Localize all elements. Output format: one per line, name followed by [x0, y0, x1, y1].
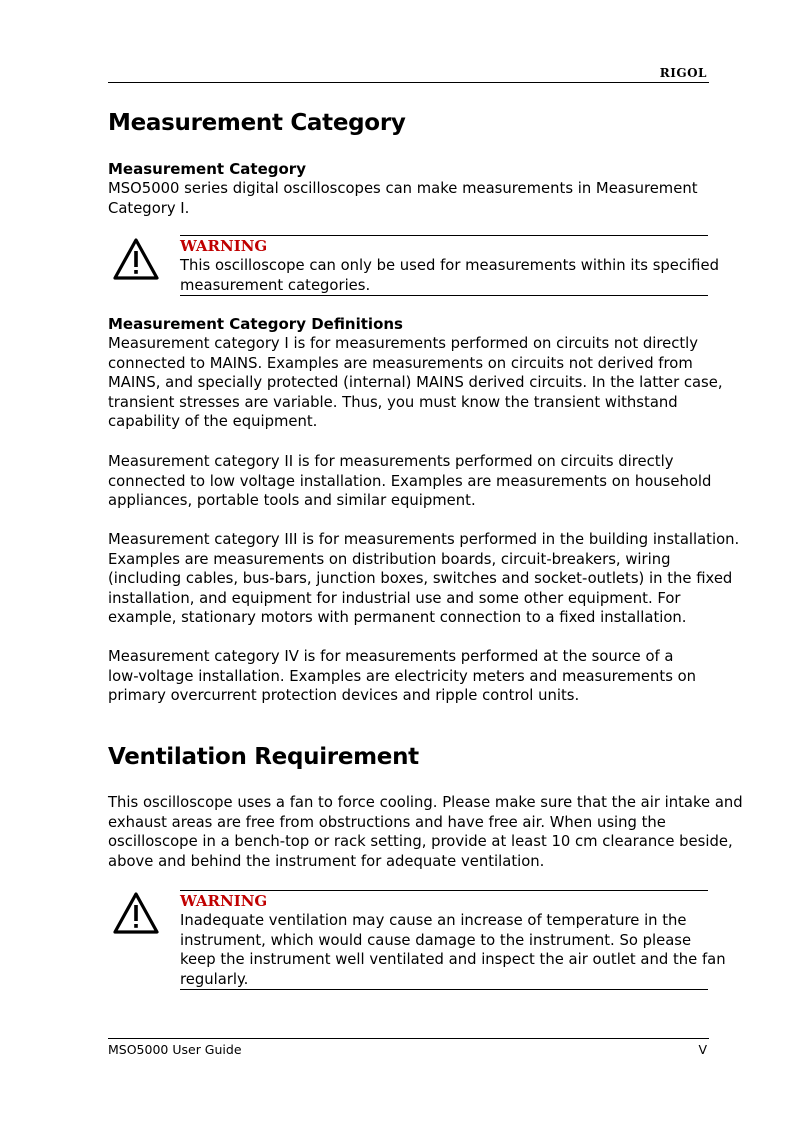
section-title-measurement-category: Measurement Category	[108, 110, 406, 136]
text-line: connected to MAINS. Examples are measurements on circuits not derived from	[108, 354, 693, 372]
text-line: instrument, which would cause damage to the instrument. So please	[180, 931, 692, 949]
text-line: Examples are measurements on distribution boards, circuit-breakers, wiring	[108, 550, 671, 568]
warning-triangle-icon	[112, 237, 160, 281]
subheading-measurement-category: Measurement Category	[108, 160, 306, 178]
warning-text	[180, 256, 719, 295]
text-line: primary overcurrent protection devices and ripple control units.	[108, 687, 580, 705]
paragraph-ventilation	[108, 793, 743, 871]
text-line: appliances, portable tools and similar equipment.	[108, 492, 476, 510]
text-line: keep the instrument well ventilated and inspect the air outlet and the fan	[180, 951, 726, 969]
warning-title: WARNING	[180, 237, 268, 255]
paragraph-category-iii	[108, 530, 740, 628]
footer-rule	[108, 1038, 709, 1039]
text-line: example, stationary motors with permanent connection to a fixed installation.	[108, 609, 687, 627]
text-line: Inadequate ventilation may cause an increase of temperature in the	[180, 912, 687, 929]
warning-box-ventilation	[180, 890, 726, 990]
text-line: low-voltage installation. Examples are electricity meters and measurements on	[108, 667, 697, 685]
subheading-category-definitions: Measurement Category Definitions	[108, 315, 403, 333]
text-line: capability of the equipment.	[108, 413, 318, 431]
paragraph-category-iv	[108, 647, 718, 706]
paragraph-measurement-category	[108, 179, 718, 218]
header-rule	[108, 82, 709, 83]
text-line: Measurement category II is for measurements performed on circuits directly	[108, 453, 674, 470]
text-line: exhaust areas are free from obstructions and have free air. When using the	[108, 813, 666, 831]
text-line: (including cables, bus-bars, junction boxes, switches and socket-outlets) in the fixed	[108, 570, 733, 588]
paragraph-category-ii	[108, 452, 718, 511]
text-line: installation, and equipment for industrial use and some other equipment. For	[108, 589, 681, 607]
text-line: This oscilloscope uses a fan to force cooling. Please make sure that the air intake and	[108, 794, 743, 811]
text-line: Category I.	[108, 199, 190, 217]
warning-box-measurement	[180, 235, 719, 296]
text-line: Measurement category IV is for measurements performed at the source of a	[108, 648, 674, 665]
footer-page-number: V	[698, 1042, 707, 1057]
text-line: Measurement category III is for measurements performed in the building installation.	[108, 531, 740, 548]
text-line: regularly.	[180, 970, 249, 988]
text-line: MAINS, and specially protected (internal) MAINS derived circuits. In the latter case,	[108, 374, 723, 392]
text-line: This oscilloscope can only be used for measurements within its specified	[180, 257, 719, 274]
text-line: connected to low voltage installation. Examples are measurements on household	[108, 472, 712, 490]
text-line: above and behind the instrument for adequate ventilation.	[108, 852, 545, 870]
warning-text	[180, 911, 726, 989]
text-line: transient stresses are variable. Thus, you must know the transient withstand	[108, 393, 678, 411]
warning-title: WARNING	[180, 892, 268, 910]
paragraph-category-i	[108, 334, 723, 432]
text-line: measurement categories.	[180, 276, 371, 294]
text-line: MSO5000 series digital oscilloscopes can make measurements in Measurement	[108, 180, 698, 197]
warning-triangle-icon	[112, 891, 160, 935]
text-line: Measurement category I is for measurements performed on circuits not directly	[108, 335, 699, 352]
section-title-ventilation: Ventilation Requirement	[108, 744, 419, 770]
footer-guide-title: MSO5000 User Guide	[108, 1042, 242, 1057]
header-brand: RIGOL	[659, 66, 707, 80]
text-line: oscilloscope in a bench-top or rack setting, provide at least 10 cm clearance beside,	[108, 833, 733, 851]
